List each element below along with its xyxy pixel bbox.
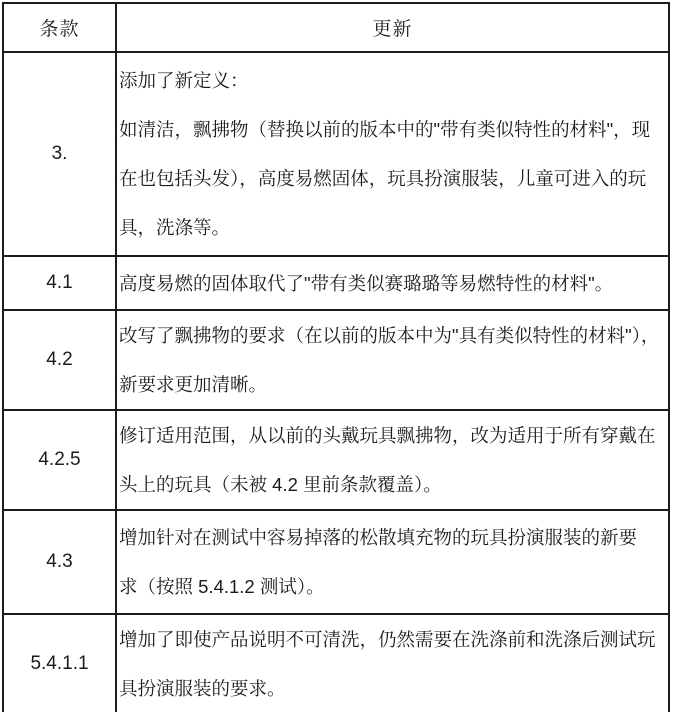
table-row xyxy=(3,410,669,510)
clause-column-header: 条款 xyxy=(3,3,116,52)
update-line: 增加针对在测试中容易掉落的松散填充物的玩具扮演服装的新要 xyxy=(119,527,638,548)
table-row xyxy=(3,614,669,712)
update-line: 新要求更加清晰。 xyxy=(119,374,268,395)
update-line: 增加了即使产品说明不可清洗，仍然需要在洗涤前和洗涤后测试玩 xyxy=(119,629,656,650)
update-cell xyxy=(116,52,669,256)
update-line: 求（按照 5.4.1.2 测试）。 xyxy=(119,576,325,597)
table-row xyxy=(3,310,669,410)
clause-cell: 5.4.1.1 xyxy=(3,614,116,712)
update-line: 改写了飘拂物的要求（在以前的版本中为"具有类似特性的材料"）， xyxy=(119,325,660,346)
update-line: 具扮演服装的要求。 xyxy=(119,678,286,699)
clause-cell: 3. xyxy=(3,52,116,256)
table-header xyxy=(3,3,669,52)
clause-cell: 4.2 xyxy=(3,310,116,410)
update-line: 在也包括头发），高度易燃固体，玩具扮演服装，儿童可进入的玩 xyxy=(119,168,647,189)
update-line: 如清洁，飘拂物（替换以前的版本中的"带有类似特性的材料"，现 xyxy=(119,119,651,140)
standard-changes-table xyxy=(2,2,670,712)
table-row xyxy=(3,256,669,310)
update-line: 高度易燃的固体取代了"带有类似赛璐璐等易燃特性的材料"。 xyxy=(119,272,614,294)
update-cell xyxy=(116,614,669,712)
clause-cell: 4.1 xyxy=(3,256,116,310)
clause-cell: 4.2.5 xyxy=(3,410,116,510)
update-line: 具，洗涤等。 xyxy=(119,217,231,238)
table-body xyxy=(3,52,669,712)
update-cell xyxy=(116,410,669,510)
update-line: 修订适用范围，从以前的头戴玩具飘拂物，改为适用于所有穿戴在 xyxy=(119,425,656,446)
table-row xyxy=(3,510,669,614)
header-row xyxy=(3,3,669,52)
update-cell xyxy=(116,510,669,614)
clause-cell: 4.3 xyxy=(3,510,116,614)
update-cell xyxy=(116,256,669,310)
update-line: 头上的玩具（未被 4.2 里前条款覆盖）。 xyxy=(119,474,442,495)
update-cell xyxy=(116,310,669,410)
update-column-header: 更新 xyxy=(116,3,669,52)
table-row xyxy=(3,52,669,256)
update-line: 添加了新定义： xyxy=(119,70,249,91)
